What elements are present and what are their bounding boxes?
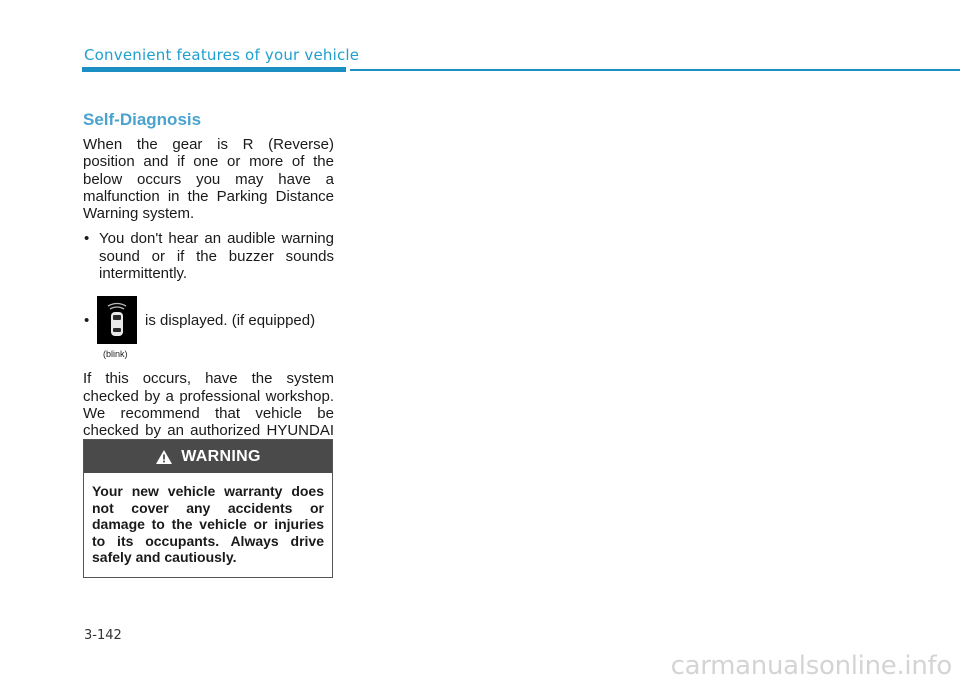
page-number: 3-142: [84, 628, 122, 643]
closing-paragraph: If this occurs, have the system checked by a professional workshop. We recommend that vehicle be checked by an authorized HYUNDAI: [83, 370, 334, 440]
bullet-item-no-sound: [83, 230, 334, 282]
header-rule-thin: [350, 69, 960, 71]
watermark: carmanualsonline.info: [670, 651, 952, 681]
intro-paragraph: When the gear is R (Reverse) position and if one or more of the below occurs you may have a malfunction in the Parking Distance Warning system.: [83, 136, 334, 223]
warning-box: [83, 439, 333, 578]
content-column: [83, 110, 334, 457]
bullet-text: is displayed. (if equipped): [145, 312, 316, 330]
bullet-text: You don't hear an audible warning sound or if the buzzer sounds intermittently.: [99, 230, 334, 283]
warning-header: [84, 440, 332, 473]
bullet-dot: •: [84, 312, 90, 330]
header-rule-thick: [82, 67, 346, 72]
parking-sensor-warning-icon: [97, 296, 137, 344]
bullet-item-indicator: [83, 296, 334, 360]
car-top-view-icon: [104, 300, 130, 340]
warning-label: WARNING: [181, 447, 261, 465]
bullet-dot: •: [84, 230, 90, 248]
section-title: Self-Diagnosis: [83, 110, 202, 129]
running-header-title: Convenient features of your vehicle: [84, 46, 360, 64]
icon-caption: (blink): [103, 349, 128, 360]
warning-text: Your new vehicle warranty does not cover any accidents or damage to the vehicle or injuries to its occupants. Always drive safely and cautiously.: [92, 483, 324, 565]
warning-triangle-icon: [155, 449, 173, 465]
